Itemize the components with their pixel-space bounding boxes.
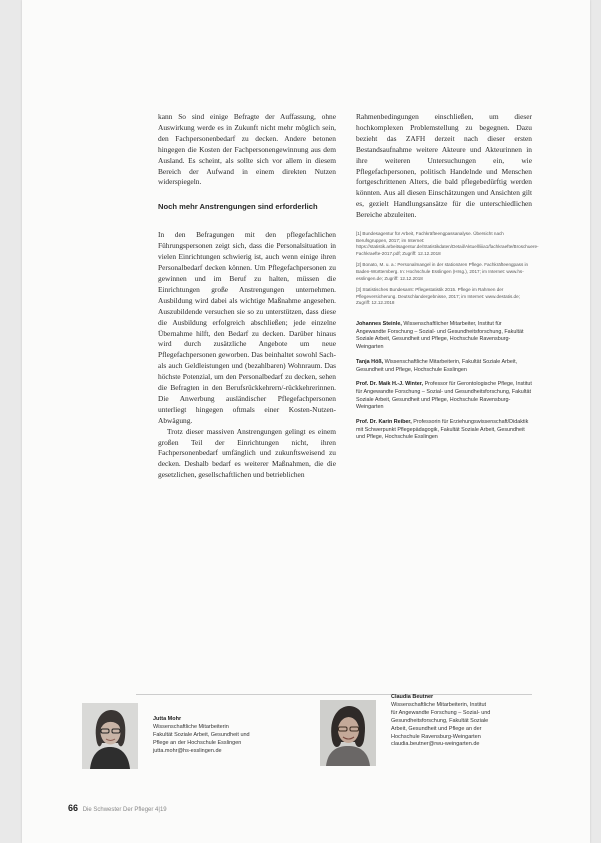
bio-line: Fakultät Soziale Arbeit, Gesundheit und	[153, 731, 250, 738]
author-name: Prof. Dr. Karin Reiber,	[356, 419, 412, 426]
bio-email: jutta.mohr@hs-esslingen.de	[153, 747, 222, 754]
bio-line: Wissenschaftliche Mitarbeiterin, Institut	[391, 701, 487, 708]
right-column	[356, 112, 539, 449]
reference-item: [1] Bundesagentur für Arbeit, Fachkräfteengpassanalyse. Übersicht nach Berufsgruppen, 2017; im Internet: https://statistik.arbeitsagentur.de/Statistikdaten/Detail/Aktuell/iiia1/fachkraefte/Broschuere-Fachkraefte-2017.pdf; Zugriff: 12.12.2018	[356, 231, 539, 256]
author-entry	[356, 419, 532, 442]
page-footer	[68, 803, 167, 813]
author-entry	[356, 321, 532, 352]
bio-name: Jutta Mohr	[153, 716, 182, 722]
reference-item: [3] Statistisches Bundesamt: Pflegestatistik 2015. Pflege im Rahmen der Pflegeversicherung. Deutschlandergebnisse, 2017; im Internet: www.destatis.de; Zugriff: 12.12.2018	[356, 287, 520, 306]
references	[356, 231, 539, 307]
bio-line: für Angewandte Forschung – Sozial- und	[391, 709, 491, 716]
author-photo-beutner	[320, 700, 376, 766]
section-heading: Noch mehr Anstrengungen sind erforderlich	[158, 202, 318, 212]
page-number: 66	[68, 803, 79, 813]
magazine-name: Die Schwester Der Pfleger 4|19	[82, 807, 167, 813]
body-paragraph: Trotz dieser massiven Anstrengungen gelingt es einem großen Teil der Einrichtungen nicht, ihren Fachpersonenbedarf umfänglich und zukunftsweisend zu decken. Deshalb bedarf es weiterer Maßnahmen, die die gesetzlichen, gesellschaftlichen und betrieblichen	[158, 426, 336, 480]
bio-mohr	[153, 716, 293, 756]
bio-name: Claudia Beutner	[391, 694, 434, 700]
body-paragraph: kann So sind einige Befragte der Auffassung, ohne Auswirkung werde es in Zukunft nicht mehr möglich sein, den Fachpersonenbedarf zu decken. Andere betonen hingegen die Kosten der Fachpersonengewinnung aus dem Ausland. Es scheint, als sollte sich vor allem in diesem Bereich der Aufwand in einem direkten Nutzen widerspiegeln.	[158, 112, 336, 187]
author-entry	[356, 359, 532, 374]
author-desc: Professor für Gerontologische Pflege, Institut für Angewandte Forschung – Sozial- und Gesundheitsforschung, Fakultät Soziale Arbeit, Gesundheit und Pflege, Hochschule Ravensburg-Weingarten	[356, 381, 532, 411]
body-paragraph: In den Befragungen mit den pflegefachlichen Führungspersonen zeigt sich, dass die Personalsituation in vielen Einrichtungen schwierig ist, auch wenn einige ihren Personalbedarf decken können. Um Pflegefachpersonen zu gewinnen und im Beruf zu halten, müssen die Einrichtungen große Anstrengungen unternehmen. Ausbildung wird dabei als wichtige Maßnahme angesehen. Auszubildende versuchen sie so zu unterstützen, dass diese die Ausbildung erfolgreich abschließen; jede einzelne Übernahme hilft, den Bedarf zu decken. Darüber hinaus wird durch zusätzliche Angebote um neue Pflegefachpersonen geworben. Das beinhaltet sowohl Sach- als auch Geldleistungen und (bezahlbaren) Wohnraum. Das höchste Potenzial, um den Personalbedarf zu decken, sehen die Befragten in den Berufsrückkehrern/-rückkehrerinnen. Die Anwerbung ausländischer Pflegefachpersonen unterliegt hingegen oftmals einer Kosten-Nutzen-Abwägung.	[158, 230, 336, 425]
author-name: Tanja Höß,	[356, 358, 384, 365]
bio-beutner	[391, 694, 536, 749]
author-name: Prof. Dr. Maik H.-J. Winter,	[356, 381, 424, 388]
bio-line: Hochschule Ravensburg-Weingarten	[391, 733, 481, 740]
reference-item: [2] Bonato, M. u. a.: Personalmangel in der stationären Pflege. Fachkräfteengpass in Baden-Württemberg. In: Hochschule Esslingen (Hrsg.), 2017; im Internet: www.hs-esslingen.de; Zugriff: 12.12.2018	[356, 262, 529, 281]
body-paragraph: Rahmenbedingungen einschließen, um dieser hochkomplexen Problemstellung zu begegnen. Dazu bezieht das ZAFH derzeit nach dieser ersten Bestandsaufnahme weitere Akteure und Akteurinnen in ihre weiteren Untersuchungen ein, wie Pflegefachpersonen, politisch Handelnde und Menschen fortgeschrittenen Alters, die bald pflegebedürftig werden könnten. Aus all diesen Einschätzungen und Ansichten gilt es, gezielt Handlungsansätze für die unterschiedlichen Bereiche abzuleiten.	[356, 112, 532, 220]
author-name: Johannes Steinle,	[356, 321, 402, 327]
author-entry	[356, 381, 532, 412]
bio-email: claudia.beutner@rwu-weingarten.de	[391, 741, 480, 748]
left-column	[158, 112, 336, 481]
author-list	[356, 321, 532, 442]
author-photo-mohr	[82, 703, 138, 769]
bio-line: Gesundheitsforschung, Fakultät Soziale	[391, 717, 489, 724]
author-desc: Wissenschaftlicher Mitarbeiter, Institut für Angewandte Forschung – Sozial- und Gesundheitsforschung, Fakultät Soziale Arbeit, Gesundheit und Pflege, Hochschule Ravensburg-Weingarten	[356, 321, 524, 351]
bio-line: Pflege an der Hochschule Esslingen	[153, 739, 242, 746]
author-desc: Wissenschaftliche Mitarbeiterin, Fakultät Soziale Arbeit, Gesundheit und Pflege, Hochschule Esslingen	[356, 358, 518, 373]
bio-line: Wissenschaftliche Mitarbeiterin	[153, 723, 229, 730]
author-desc: Professorin für Erziehungswissenschaft/Didaktik mit Schwerpunkt Pflegepädagogik, Fakultät Soziale Arbeit, Gesundheit und Pflege, Hochschule Esslingen	[356, 419, 529, 441]
bio-line: Arbeit, Gesundheit und Pflege an der	[391, 725, 482, 732]
